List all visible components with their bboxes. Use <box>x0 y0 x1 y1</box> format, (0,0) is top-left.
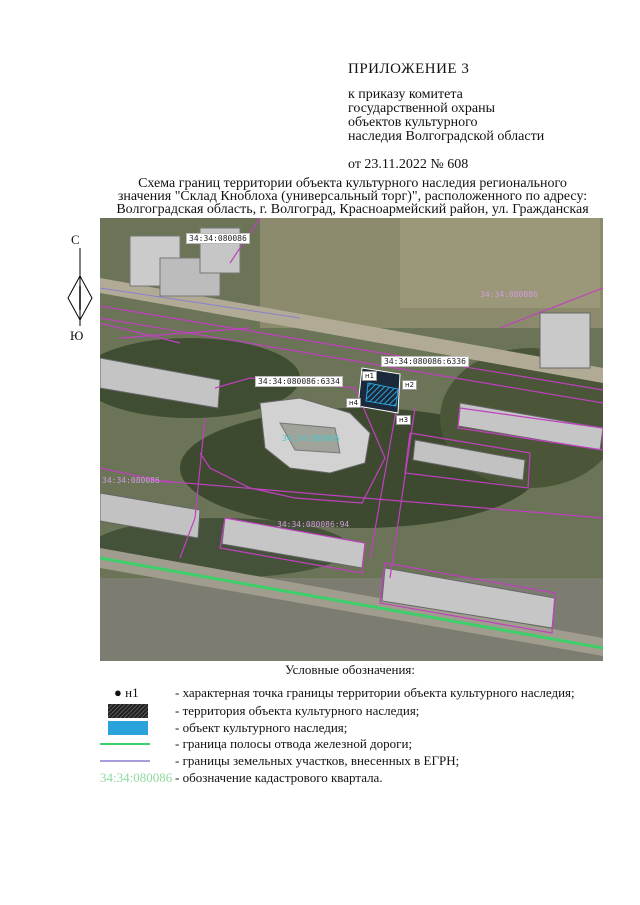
point-label-n1: н1 <box>362 371 377 381</box>
appendix-title: ПРИЛОЖЕНИЕ 3 <box>348 61 470 77</box>
cadastral-label-left: 34:34:080086 <box>102 476 160 485</box>
header-line: к приказу комитета <box>348 87 463 102</box>
header-line: государственной охраны <box>348 101 496 116</box>
legend-quarter-code: 34:34:080086 <box>100 770 173 785</box>
map-image <box>100 218 603 661</box>
cadastral-label-plot: 34:34:080086:6334 <box>255 376 343 387</box>
railway-border-line-icon <box>100 742 150 746</box>
legend-point-label: н1 <box>125 685 139 700</box>
legend-desc: - территория объекта культурного наследия; <box>175 703 420 718</box>
legend-desc: - характерная точка границы территории объекта культурного наследия; <box>175 685 575 700</box>
legend-item-point <box>0 685 640 701</box>
legend-title: Условные обозначения: <box>285 662 416 677</box>
cadastral-label-right: 34:34:080086 <box>480 290 538 299</box>
caption-line: Волгоградская область, г. Волгоград, Красноармейский район, ул. Гражданская <box>116 202 589 217</box>
cadastral-label-main: 34:34:080086:6336 <box>381 356 469 367</box>
header-line: наследия Волгоградской области <box>348 129 545 144</box>
point-dot-icon: ● <box>114 685 122 700</box>
point-label-n2: н2 <box>402 380 417 390</box>
legend-item-plots <box>0 753 640 769</box>
compass-north-label: С <box>71 232 80 247</box>
legend-item-object <box>0 720 640 736</box>
cadastral-label-top: 34:34:080086 <box>186 233 250 244</box>
caption-line: Схема границ территории объекта культурного наследия регионального <box>138 176 567 191</box>
heritage-object-icon <box>108 721 148 735</box>
scheme-caption <box>80 177 625 216</box>
cadastral-label-inner: 34:34:080086 <box>282 434 340 443</box>
legend-desc: - объект культурного наследия; <box>175 720 348 735</box>
legend-item-quarter <box>0 770 640 786</box>
legend-desc: - граница полосы отвода железной дороги; <box>175 736 413 751</box>
compass <box>60 232 100 344</box>
legend-item-railway <box>0 736 640 752</box>
caption-line: значения "Склад Кноблоха (универсальный торг)", расположенного по адресу: <box>117 189 588 204</box>
legend-item-territory <box>0 703 640 719</box>
point-label-n4: н4 <box>346 398 361 408</box>
appendix-header <box>348 62 628 172</box>
legend-point-symbol <box>114 685 139 701</box>
land-plot-line-icon <box>100 759 150 763</box>
satellite-map <box>100 218 603 661</box>
compass-south-label: Ю <box>70 328 84 343</box>
hatched-territory-icon <box>108 704 148 718</box>
legend-desc: - границы земельных участков, внесенных в ЕГРН; <box>175 753 460 768</box>
order-date: от 23.11.2022 № 608 <box>348 157 469 172</box>
header-line: объектов культурного <box>348 115 478 130</box>
cadastral-label-lower: 34:34:080086:94 <box>277 520 350 529</box>
legend-desc: - обозначение кадастрового квартала. <box>175 770 383 785</box>
compass-arrow-icon <box>62 246 98 328</box>
point-label-n3: н3 <box>396 415 411 425</box>
